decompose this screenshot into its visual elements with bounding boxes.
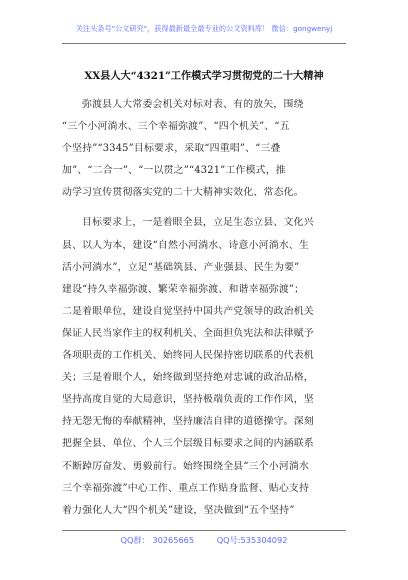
qq-group: QQ群： 30265665: [120, 535, 195, 545]
document-title: XX县人大“4321”工作模式学习贯彻党的二十大精神: [84, 70, 324, 82]
qq-number: QQ号:535304092: [216, 535, 288, 545]
text-line: 二是着眼单位，建设自觉坚持中国共产党领导的政治机关: [62, 305, 314, 317]
paragraph-1: [62, 94, 350, 204]
header-note: 关注头条号"公文研究"，获得最新最全最专业的公文资料库！ 微信：gongwenyj: [75, 24, 333, 33]
text-line: 把握全县、单位、个人三个层级目标要求之间的内涵联系: [62, 438, 314, 450]
text-line: 坚持高度自觉的大局意识，坚持极端负责的工作作风，坚: [62, 394, 314, 406]
footer-contact: [0, 535, 408, 546]
text-line: 不断踔厉奋发、勇毅前行。始终围绕全县“三个小河淌水: [62, 460, 310, 472]
text-line: 建设“持久幸福弥渡、繁荣幸福弥渡、和谐幸福弥渡”；: [62, 283, 305, 295]
text-line: 动学习宣传贯彻落实党的二十大精神实效化、常态化。: [62, 187, 304, 199]
text-line: 着力强化人大“四个机关”建设，坚决做到“五个坚持”: [62, 504, 295, 516]
text-line: 加”、“二合一”、“一以贯之”“4321”工作模式，推: [62, 165, 286, 177]
text-line: “三个小河淌水、三个幸福弥渡”、“四个机关”、“五: [62, 121, 290, 133]
text-line: 个坚持”“3345”目标要求，采取“四重唱”、“三叠: [62, 143, 281, 155]
text-line: 关；三是着眼个人，始终做到坚持绝对忠诚的政治品格，: [62, 372, 314, 384]
document-body: [62, 94, 350, 522]
text-line: 三个幸福弥渡”中心工作、重点工作贴身监督、贴心支持: [62, 482, 310, 494]
paragraph-2: [62, 212, 350, 521]
text-line: 县、以人为本，建设“自然小河淌水、诗意小河淌水、生: [62, 239, 310, 251]
text-line: 弥渡县人大常委会机关对标对表、有的放矢，围绕: [82, 99, 304, 110]
footer-divider: [62, 530, 346, 531]
text-line: 保证人民当家作主的权利机关、全面担负宪法和法律赋予: [62, 327, 314, 339]
text-line: 持无怨无悔的奉献精神，坚持廉洁自律的道德操守。深刻: [62, 416, 314, 428]
text-line: 目标要求上，一是着眼全县，立足生态立县、文化兴: [82, 217, 314, 229]
text-line: 活小河淌水”，立足“基础筑县、产业强县、民生为要”: [62, 261, 300, 273]
header-divider: [62, 43, 346, 44]
paragraph-gap: [62, 204, 350, 212]
text-line: 各项职责的工作机关、始终同人民保持密切联系的代表机: [62, 350, 314, 362]
